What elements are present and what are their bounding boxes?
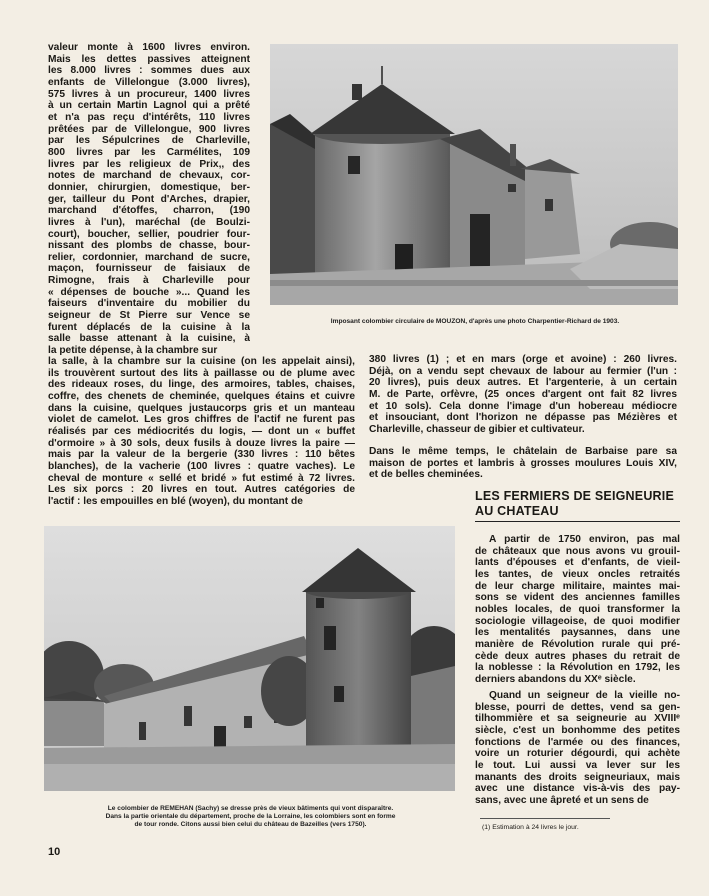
middle-right-column-line: 20 livres), puis deux autres. Et l'argenterie, à un certain: [369, 377, 677, 389]
top-left-column-line: « dépenses de bouche »... Quand les: [48, 286, 250, 298]
middle-left-column-line: l'actif : les empouilles en blé (woyen), du montant de: [48, 495, 303, 507]
text-column-middle-left: [48, 356, 355, 508]
caption-bottom-line: Le colombier de REMEHAN (Sachy) se dresse près de vieux bâtiments qui vont disparaître.: [107, 805, 394, 812]
text-column-middle-right: [369, 354, 677, 436]
top-left-column-line: relier, cordonnier, marchand de sucre,: [48, 251, 250, 263]
middle-right-column-line: Charleville, chasseur de gibier et cultivateur.: [369, 423, 585, 435]
top-left-column-line: marchand d'étoffes, charron, (190: [48, 205, 250, 217]
top-left-column-line: 800 livres par les Carmélites, 109: [48, 146, 250, 158]
middle-right-column-line: M. de Parte, orfèvre, (25 onces d'argent ont fait 82 livres: [369, 388, 677, 400]
top-left-column-line: par les Sépulcrines de Charleville,: [48, 135, 250, 147]
middle-left-column-line: dans la cuisine, quelques justaucorps gris et un manteau: [48, 402, 355, 414]
middle-left-column-line: d'ormoire » à 30 sols, deux fusils à douze livres la paire —: [48, 437, 355, 449]
top-left-column-line: enfants de Villelongue (3.000 livres),: [48, 76, 250, 88]
right-column-paragraph1-line: manière de Révolution rurale qui pré-: [475, 638, 680, 650]
right-column-paragraph2-line: manants des droits seigneuriaux, mais: [475, 771, 680, 783]
right-column-paragraph1-line: nobles locales, de quoi transformer la: [475, 603, 680, 615]
page-number: 10: [48, 846, 61, 858]
right-column-paragraph2-line: fonctions de l'armée ou des finances,: [475, 736, 680, 748]
right-column-paragraph1-line: la noblesse : la Révolution en 1792, les: [475, 662, 680, 674]
top-left-column-line: Mais les dettes passives atteignent: [48, 53, 250, 65]
middle-right-paragraph2-line: maison de portes et lambris à grosses moulures Louis XIV,: [369, 457, 677, 469]
right-column-paragraph2-line: Quand un seigneur de la vieille no-: [489, 690, 680, 701]
top-left-column-line: livres par les religieux de Prix,, des: [48, 158, 250, 170]
right-column-paragraph2-line: tilhommière et sa seigneurie au XVIIIᵉ: [475, 713, 680, 725]
right-column-paragraph2-line: avec une distance vis-à-vis des pay-: [475, 783, 680, 795]
middle-left-column-line: coffre, des chenets de cheminée, quelques étains et cuivre: [48, 390, 355, 402]
top-left-column-line: salle basse attenant à la cuisine, à: [48, 333, 250, 345]
caption-bottom-photo: [46, 805, 455, 830]
middle-right-column-line: et insouciant, dont l'horizon ne dépasse pas Mézières et: [369, 412, 677, 424]
text-column-middle-right-paragraph2: [369, 446, 677, 481]
right-column-paragraph2-line: voire un roturier dégourdi, qui achète: [475, 748, 680, 760]
top-left-column-line: furent déplacés de la cuisine à la: [48, 321, 250, 333]
section-title-line-1: LES FERMIERS DE SEIGNEURIE: [475, 489, 674, 503]
middle-left-column-line: la salle, à la chambre sur la cuisine (on les appelait ainsi),: [48, 356, 355, 367]
middle-left-column-line: des rideaux roses, du linge, des armoires, tables, chaises,: [48, 379, 355, 391]
caption-bottom-line: de tour ronde. Citons aussi bien celui du château de Bazeilles (vers 1750).: [134, 821, 367, 829]
middle-left-column-line: violet de camelot. Les gros chiffres de l'actif ne furent pas: [48, 414, 355, 426]
caption-bottom-line: Dans la partie orientale du département, proche de la Lorraine, les colombiers sont en forme: [105, 813, 396, 821]
top-left-column-line: valeur monte à 1600 livres environ.: [48, 42, 250, 53]
text-column-right-paragraph1: [475, 534, 680, 686]
right-column-paragraph1-line: sons se vident des anciennes familles: [475, 592, 680, 604]
right-column-paragraph1-line: sociologie villageoise, de quoi modifier: [475, 615, 680, 627]
right-column-paragraph1-line: de châteaux que nous avons vu grouil-: [475, 545, 680, 557]
middle-left-column-line: cheval de monture « sellé et bridé » fut estimé à 72 livres.: [48, 472, 355, 484]
middle-right-column-line: 380 livres (1) ; et en mars (orge et avoine) : 260 livres.: [369, 354, 677, 365]
top-left-column-line: maçon, fournisseur de faisiaux de: [48, 263, 250, 275]
top-left-column-line: et n'a pas reçu d'intérêts, 110 livres: [48, 111, 250, 123]
top-left-column-line: Rimogne, frais à Charleville pour: [48, 275, 250, 287]
middle-left-column-line: réalisés par ces médiocrités du logis, — dont un « buffet: [48, 425, 355, 437]
top-left-column-line: les 8.000 livres : sommes dues aux: [48, 65, 250, 77]
right-column-paragraph1-line: de leur charge militaire, maintes mai-: [475, 580, 680, 592]
section-title-underline: [475, 521, 680, 522]
footnote: (1) Estimation à 24 livres le jour.: [482, 824, 579, 831]
photo-remehan-dovecote: [44, 526, 455, 791]
middle-right-column-line: et 10 sols). Cela donne l'image d'un hobereau médiocre: [369, 400, 677, 412]
top-left-column-line: faiseurs d'inventaire du mobilier du: [48, 298, 250, 310]
section-title-line-2: AU CHATEAU: [475, 503, 559, 518]
top-left-column-line: court), boucher, sellier, poudrier four-: [48, 228, 250, 240]
top-left-column-line: donnier, chirurgien, domestique, ber-: [48, 181, 250, 193]
right-column-paragraph1-line: A partir de 1750 environ, pas mal: [489, 534, 680, 545]
caption-top-photo: [272, 318, 678, 326]
right-column-paragraph2-line: sans, avec une âpreté et un sens de: [475, 794, 649, 806]
top-left-column-line: notes de marchand de chevaux, cor-: [48, 170, 250, 182]
middle-left-column-line: ils trouvèrent surtout des lits à paillasse ou de plume avec: [48, 367, 355, 379]
photo-mouzon-dovecote: [270, 44, 678, 305]
text-column-right-paragraph2: [475, 690, 680, 807]
top-left-column-line: ger, tailleur du Pont d'Arches, drapier,: [48, 193, 250, 205]
top-left-column-line: à un certain Martin Lagnol qui a prêté: [48, 100, 250, 112]
right-column-paragraph1-line: les tantes, de vieux oncles retraités: [475, 568, 680, 580]
caption-top-text: Imposant colombier circulaire de MOUZON, d'après une photo Charpentier-Richard de 1903.: [330, 318, 620, 325]
top-left-column-line: nissant des plombs de chasse, bour-: [48, 240, 250, 252]
middle-right-column-line: Déjà, on a vendu sept chevaux de labour au fermier (l'un :: [369, 365, 677, 377]
top-left-column-line: seigneur de St Pierre sur Vence se: [48, 310, 250, 322]
right-column-paragraph2-line: le tout. Lui aussi va lever sur les: [475, 759, 680, 771]
middle-right-paragraph2-line: Dans le même temps, le châtelain de Barbaise pare sa: [369, 446, 677, 457]
middle-left-column-line: Les six porcs : 20 livres en tout. Autres catégories de: [48, 484, 355, 496]
right-column-paragraph1-line: lants d'épouses et d'enfants, de vieil-: [475, 557, 680, 569]
top-left-column-line: 575 livres à un procureur, 1400 livres: [48, 88, 250, 100]
middle-right-paragraph2-line: et de belles cheminées.: [369, 469, 483, 481]
top-left-column-line: la petite dépense, à la chambre sur: [48, 345, 218, 357]
middle-left-column-line: mais par la valeur de la bergerie (330 livres : 110 bêtes: [48, 449, 355, 461]
right-column-paragraph1-line: cède deux autres phases du retrait de: [475, 650, 680, 662]
text-column-top-left: [48, 42, 250, 357]
middle-left-column-line: blanches), de la vacherie (100 livres : quatre vaches). Le: [48, 460, 355, 472]
right-column-paragraph2-line: blesse, pourri de dettes, vend sa gen-: [475, 701, 680, 713]
right-column-paragraph1-line: les mentalités paysannes, dans une: [475, 627, 680, 639]
right-column-paragraph2-line: siècle, c'est un bonhomme des petites: [475, 724, 680, 736]
top-left-column-line: livres à l'un), maréchal (de Boulzi-: [48, 216, 250, 228]
footnote-rule: [480, 818, 610, 819]
section-title: [475, 489, 680, 518]
right-column-paragraph1-line: derniers abandons du XXᵉ siècle.: [475, 673, 636, 685]
top-left-column-line: prêtées par de Villelongue, 900 livres: [48, 123, 250, 135]
